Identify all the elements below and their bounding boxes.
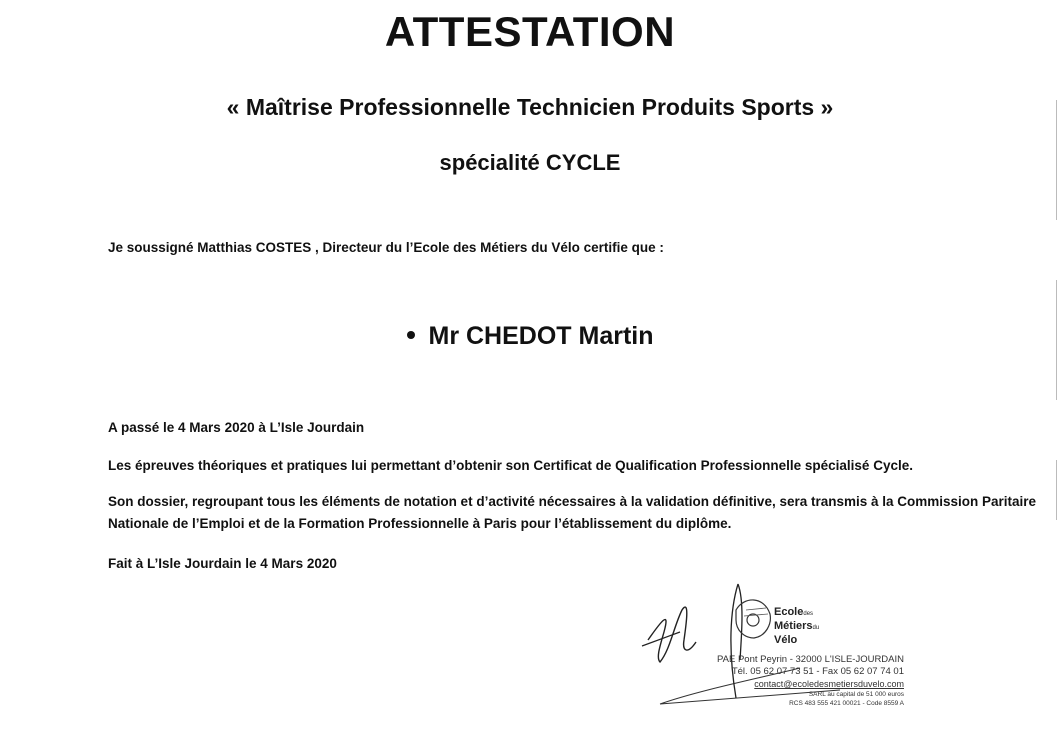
recipient-name: Mr CHEDOT Martin (428, 322, 654, 350)
exam-date-paragraph: A passé le 4 Mars 2020 à L’Isle Jourdain (108, 420, 365, 435)
recipient-line (0, 322, 1060, 351)
dossier-paragraph: Son dossier, regroupant tous les éléments de notation et d’activité nécessaires à la validation définitive, sera transmis à la Commission Paritaire Nationale de l’Emploi et de la Formation Professionnelle à Paris pour l’établissement du diplôme. (108, 494, 1037, 531)
stamp-address-block (674, 654, 904, 708)
stamp-email: contact@ecoledesmetiersduvelo.com (754, 679, 904, 689)
intro-statement: Je soussigné Matthias COSTES , Directeur du l’Ecole des Métiers du Vélo certifie que : (108, 240, 664, 255)
signature-place-date: Fait à L’Isle Jourdain le 4 Mars 2020 (108, 556, 337, 571)
school-logo-text: Ecoledes Métiersdu Vélo (774, 606, 820, 646)
document-subtitle: « Maîtrise Professionnelle Technicien Produits Sports » (226, 94, 834, 120)
scan-edge-mark (1056, 280, 1057, 400)
stamp-phone: Tél. 05 62 07 73 51 - Fax 05 62 07 74 01 (731, 666, 904, 677)
stamp-rcs: RCS 483 555 421 00021 - Code 8559 A (789, 700, 904, 707)
scan-edge-mark (1056, 100, 1057, 220)
scan-edge-mark (1056, 460, 1057, 520)
document-title: ATTESTATION (384, 8, 676, 55)
bullet-icon (407, 331, 415, 339)
stamp-capital: SARL au capital de 51 000 euros (808, 691, 904, 698)
exam-result-paragraph: Les épreuves théoriques et pratiques lui permettant d’obtenir son Certificat de Qualification Professionnelle spécialisé Cycle. (108, 458, 913, 473)
specialty-heading: spécialité CYCLE (439, 150, 621, 175)
stamp-address: PAE Pont Peyrin - 32000 L'ISLE-JOURDAIN (717, 654, 904, 665)
company-stamp (640, 580, 904, 720)
